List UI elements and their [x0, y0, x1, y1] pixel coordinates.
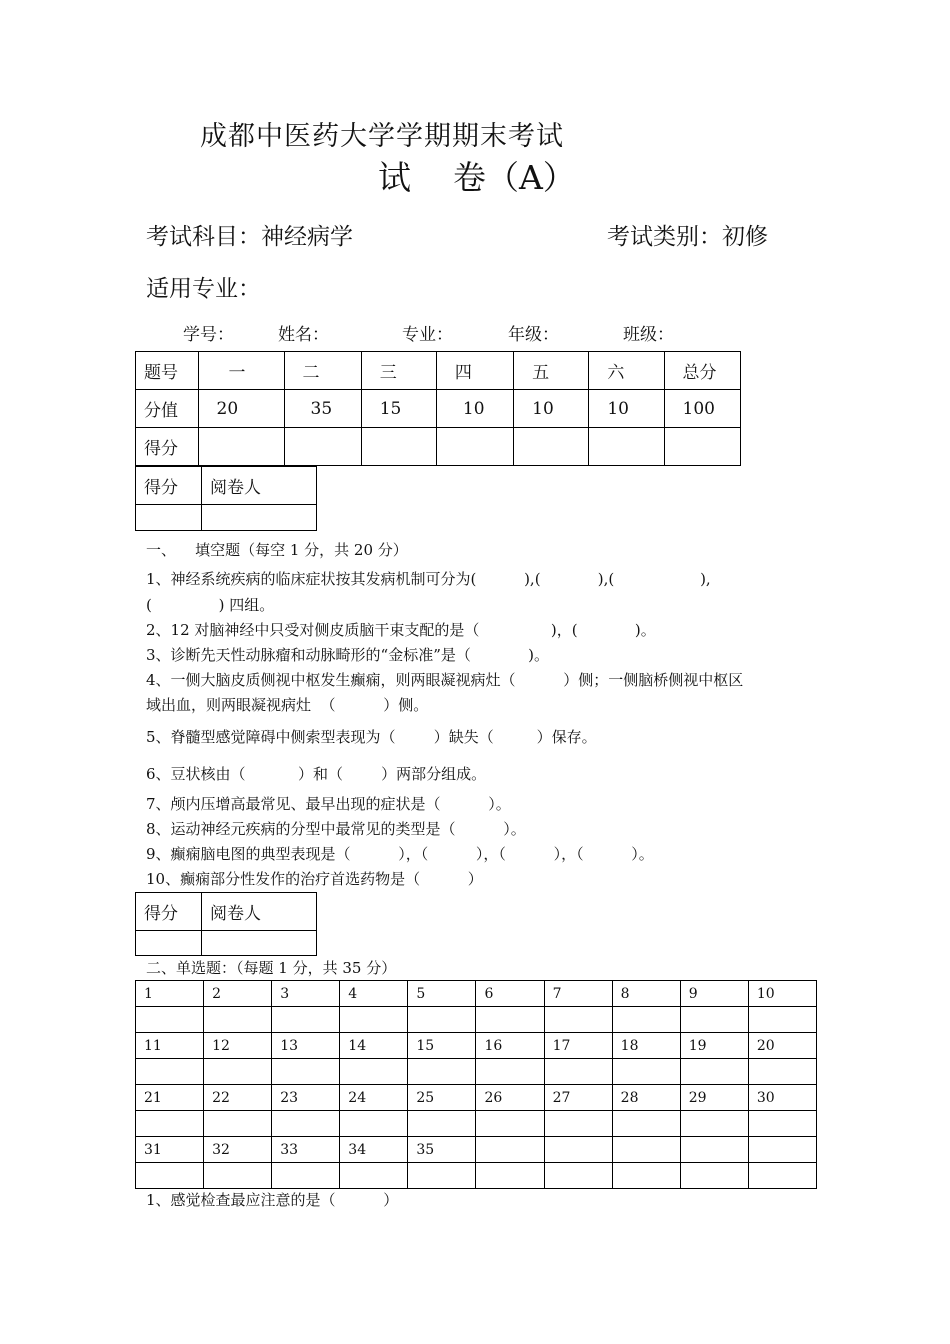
- number-cell: 24: [340, 1085, 408, 1111]
- number-cell: 19: [680, 1033, 748, 1059]
- class-field: 班级：: [623, 325, 674, 345]
- question-4: 4、一侧大脑皮质侧视中枢发生癫痫，则两眼凝视病灶（ ）侧；一侧脑桥侧视中枢区: [146, 671, 744, 689]
- number-cell: 30: [748, 1085, 816, 1111]
- number-cell: 15: [408, 1033, 476, 1059]
- answer-cell[interactable]: [408, 1007, 476, 1033]
- answer-cell[interactable]: [748, 1111, 816, 1137]
- answer-cell[interactable]: [544, 1111, 612, 1137]
- question-4-cont: 域出血，则两眼凝视病灶 （ ）侧。: [146, 696, 429, 714]
- number-cell: 9: [680, 981, 748, 1007]
- number-cell: 10: [748, 981, 816, 1007]
- table-cell: 35: [284, 390, 361, 428]
- answer-cell[interactable]: [136, 1059, 204, 1085]
- score-input-cell[interactable]: [136, 931, 202, 956]
- number-cell: 20: [748, 1033, 816, 1059]
- score-input-cell[interactable]: [284, 428, 361, 466]
- answer-cell[interactable]: [272, 1163, 340, 1189]
- number-cell: 29: [680, 1085, 748, 1111]
- answer-cell[interactable]: [544, 1059, 612, 1085]
- score-input-cell[interactable]: [136, 505, 202, 531]
- reviewer-input-cell[interactable]: [202, 931, 317, 956]
- table-cell: 100: [664, 390, 740, 428]
- exam-type-line: 考试类别：初修: [607, 224, 768, 250]
- exam-subtitle: 试 卷（A）: [378, 158, 576, 197]
- question-6: 6、豆状核由（ ）和（ ）两部分组成。: [146, 765, 487, 783]
- number-cell: 28: [612, 1085, 680, 1111]
- answer-cell[interactable]: [340, 1059, 408, 1085]
- answer-cell[interactable]: [136, 1111, 204, 1137]
- score-label: 得分: [136, 467, 202, 505]
- number-cell: 2: [204, 981, 272, 1007]
- score-input-cell[interactable]: [514, 428, 589, 466]
- number-cell: 31: [136, 1137, 204, 1163]
- number-cell: 4: [340, 981, 408, 1007]
- reviewer-box-1: [135, 466, 317, 531]
- answer-cell[interactable]: [272, 1059, 340, 1085]
- score-input-cell[interactable]: [436, 428, 513, 466]
- number-cell: 22: [204, 1085, 272, 1111]
- answer-cell[interactable]: [204, 1007, 272, 1033]
- number-cell: 25: [408, 1085, 476, 1111]
- number-cell: 27: [544, 1085, 612, 1111]
- answer-cell[interactable]: [748, 1007, 816, 1033]
- table-cell: 六: [589, 352, 664, 390]
- number-cell: 8: [612, 981, 680, 1007]
- reviewer-box-2: [135, 892, 317, 956]
- number-cell: 35: [408, 1137, 476, 1163]
- table-cell: 一: [198, 352, 284, 390]
- mcq-question-1: 1、感觉检查最应注意的是（ ）: [146, 1191, 399, 1209]
- number-cell: 33: [272, 1137, 340, 1163]
- table-row: [136, 1033, 817, 1059]
- answer-cell[interactable]: [544, 1007, 612, 1033]
- answer-cell[interactable]: [476, 1059, 544, 1085]
- section2-heading: 二、单选题：（每题 1 分，共 35 分）: [146, 959, 397, 977]
- answer-cell[interactable]: [136, 1163, 204, 1189]
- table-cell: 20: [198, 390, 284, 428]
- subject-line: 考试科目：神经病学: [146, 224, 353, 250]
- answer-cell[interactable]: [340, 1007, 408, 1033]
- number-cell: 14: [340, 1033, 408, 1059]
- score-input-cell[interactable]: [361, 428, 436, 466]
- number-cell: 11: [136, 1033, 204, 1059]
- score-input-cell[interactable]: [664, 428, 740, 466]
- question-8: 8、运动神经元疾病的分型中最常见的类型是（ ）。: [146, 820, 526, 838]
- score-table: [135, 351, 741, 466]
- number-cell: 21: [136, 1085, 204, 1111]
- number-cell: [544, 1137, 612, 1163]
- answer-cell[interactable]: [748, 1163, 816, 1189]
- table-cell: 15: [361, 390, 436, 428]
- answer-cell[interactable]: [408, 1163, 476, 1189]
- table-cell: 10: [589, 390, 664, 428]
- reviewer-label: 阅卷人: [202, 893, 317, 931]
- answer-cell[interactable]: [680, 1059, 748, 1085]
- answer-cell[interactable]: [340, 1163, 408, 1189]
- number-cell: 5: [408, 981, 476, 1007]
- score-input-cell[interactable]: [589, 428, 664, 466]
- question-5: 5、脊髓型感觉障碍中侧索型表现为（ ）缺失（ ）保存。: [146, 728, 597, 746]
- answer-cell[interactable]: [748, 1059, 816, 1085]
- answer-cell[interactable]: [136, 1007, 204, 1033]
- number-cell: 1: [136, 981, 204, 1007]
- question-10: 10、癫痫部分性发作的治疗首选药物是（ ）: [146, 870, 483, 888]
- table-cell: 四: [436, 352, 513, 390]
- score-label: 得分: [136, 893, 202, 931]
- number-cell: [748, 1137, 816, 1163]
- answer-cell[interactable]: [204, 1111, 272, 1137]
- table-cell: 三: [361, 352, 436, 390]
- table-row: [136, 428, 741, 466]
- number-cell: [612, 1137, 680, 1163]
- table-row: [136, 1085, 817, 1111]
- number-cell: [680, 1137, 748, 1163]
- question-1: 1、神经系统疾病的临床症状按其发病机制可分为( ),( ),( ),: [146, 570, 711, 588]
- answer-cell[interactable]: [408, 1059, 476, 1085]
- answer-cell[interactable]: [612, 1111, 680, 1137]
- answer-cell[interactable]: [272, 1007, 340, 1033]
- answer-cell[interactable]: [340, 1111, 408, 1137]
- table-cell: 五: [514, 352, 589, 390]
- answer-cell[interactable]: [476, 1111, 544, 1137]
- section1-heading: 一、 填空题（每空 1 分，共 20 分）: [146, 541, 408, 559]
- student-id-field: 学号：: [183, 325, 234, 345]
- question-9: 9、癫痫脑电图的典型表现是（ ），（ ），（ ），（ ）。: [146, 845, 654, 863]
- answer-cell[interactable]: [680, 1007, 748, 1033]
- answer-cell[interactable]: [544, 1163, 612, 1189]
- answer-cell[interactable]: [680, 1163, 748, 1189]
- number-cell: [476, 1137, 544, 1163]
- answer-row: [136, 1163, 817, 1189]
- score-input-cell[interactable]: [198, 428, 284, 466]
- answer-cell[interactable]: [204, 1059, 272, 1085]
- table-row: [136, 390, 741, 428]
- exam-title: 成都中医药大学学期期末考试: [200, 121, 564, 152]
- name-field: 姓名：: [278, 325, 329, 345]
- answer-row: [136, 1111, 817, 1137]
- major-field: 专业：: [402, 325, 453, 345]
- table-row: [136, 1137, 817, 1163]
- table-cell: 题号: [136, 352, 199, 390]
- number-cell: 23: [272, 1085, 340, 1111]
- table-cell: 10: [436, 390, 513, 428]
- question-7: 7、颅内压增高最常见、最早出现的症状是（ ）。: [146, 795, 511, 813]
- table-cell: 二: [284, 352, 361, 390]
- number-cell: 7: [544, 981, 612, 1007]
- table-cell: 得分: [136, 428, 199, 466]
- number-cell: 6: [476, 981, 544, 1007]
- number-cell: 18: [612, 1033, 680, 1059]
- answer-grid: [135, 980, 817, 1189]
- question-1-cont: ( ) 四组。: [146, 596, 275, 614]
- question-3: 3、诊断先天性动脉瘤和动脉畸形的“金标准”是（ )。: [146, 646, 549, 664]
- number-cell: 34: [340, 1137, 408, 1163]
- table-row: [136, 981, 817, 1007]
- number-cell: 26: [476, 1085, 544, 1111]
- answer-cell[interactable]: [272, 1111, 340, 1137]
- number-cell: 3: [272, 981, 340, 1007]
- table-cell: 总分: [664, 352, 740, 390]
- answer-cell[interactable]: [612, 1059, 680, 1085]
- table-row: [136, 352, 741, 390]
- number-cell: 16: [476, 1033, 544, 1059]
- table-cell: 10: [514, 390, 589, 428]
- number-cell: 12: [204, 1033, 272, 1059]
- answer-cell[interactable]: [476, 1007, 544, 1033]
- reviewer-input-cell[interactable]: [202, 505, 317, 531]
- number-cell: 32: [204, 1137, 272, 1163]
- answer-cell[interactable]: [408, 1111, 476, 1137]
- answer-cell[interactable]: [204, 1163, 272, 1189]
- answer-row: [136, 1007, 817, 1033]
- reviewer-label: 阅卷人: [202, 467, 317, 505]
- table-cell: 分值: [136, 390, 199, 428]
- answer-cell[interactable]: [680, 1111, 748, 1137]
- answer-cell[interactable]: [476, 1163, 544, 1189]
- major-line: 适用专业：: [146, 276, 261, 302]
- answer-row: [136, 1059, 817, 1085]
- answer-cell[interactable]: [612, 1007, 680, 1033]
- answer-cell[interactable]: [612, 1163, 680, 1189]
- number-cell: 13: [272, 1033, 340, 1059]
- question-2: 2、12 对脑神经中只受对侧皮质脑干束支配的是（ )，( )。: [146, 621, 656, 639]
- grade-field: 年级：: [508, 325, 559, 345]
- number-cell: 17: [544, 1033, 612, 1059]
